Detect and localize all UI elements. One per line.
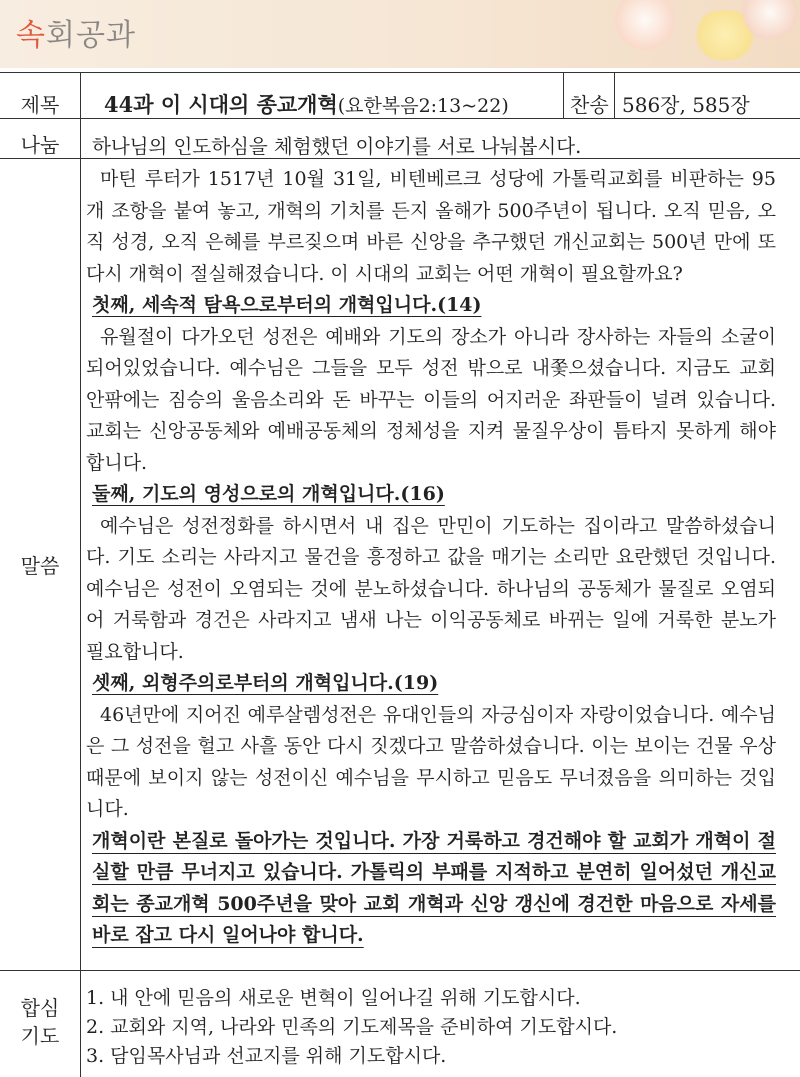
point1-heading: 첫째, 세속적 탐욕으로부터의 개혁입니다.(14) — [92, 294, 482, 316]
hymn-numbers: 586장, 585장 — [622, 93, 750, 117]
table-column-divider — [80, 72, 81, 1077]
hymn-label: 찬송 — [570, 93, 609, 117]
table-column-divider — [614, 72, 615, 118]
flower-decoration — [615, 0, 675, 50]
point2-body: 예수님은 성전정화를 하시면서 내 집은 만민이 기도하는 집이라고 말씀하셨습니다. 기도 소리는 사라지고 물건을 흥정하고 값을 매기는 소리만 요란했던 것입니다. 예수님은 성전이 오염되는 것에 분노하셨습니다. 하나님의 공동체가 물질로 오염되어 거룩함과 경건은 사라지고 냄새 나는 이익공동체로 바뀌는 일에 거룩한 분노가 필요합니다. — [86, 514, 776, 663]
header-banner — [0, 0, 800, 68]
brand-title — [16, 10, 136, 54]
table-row-divider — [0, 970, 800, 971]
share-label: 나눔 — [20, 133, 60, 157]
table-row-divider — [0, 72, 800, 73]
brand-rest: 회공과 — [45, 18, 136, 53]
point3-body: 46년만에 지어진 예루살렘성전은 유대인들의 자긍심이자 자랑이었습니다. 예수님은 그 성전을 헐고 사흘 동안 다시 짓겠다고 말씀하셨습니다. 이는 보이는 건물 우상 때문에 보이지 않는 성전이신 예수님을 무시하고 믿음도 무너졌음을 의미하는 것입니다. — [86, 703, 776, 820]
prayer-label-line: 기도 — [20, 1024, 60, 1048]
sermon-body — [86, 164, 776, 952]
point3-heading: 셋째, 외형주의로부터의 개혁입니다.(19) — [92, 672, 439, 694]
prayer-label — [0, 994, 80, 1050]
point1-body: 유월절이 다가오던 성전은 예배와 기도의 장소가 아니라 장사하는 자들의 소굴이 되어있었습니다. 예수님은 그들을 모두 성전 밖으로 내쫓으셨습니다. 지금도 교회 안팎에는 짐승의 울음소리와 돈 바꾸는 이들의 어지러운 좌판들이 널려 있습니다. 교회는 신앙공동체와 예배공동체의 정체성을 지켜 물질우상이 틈타지 못하게 해야 합니다. — [86, 325, 776, 474]
lesson-title-text: 44과 이 시대의 종교개혁 — [104, 92, 338, 117]
prayer-label-line: 합심 — [20, 996, 60, 1020]
scripture-reference: (요한복음2:13~22) — [337, 95, 509, 117]
share-text: 하나님의 인도하심을 체험했던 이야기를 서로 나눠봅시다. — [92, 135, 582, 158]
lesson-table — [0, 72, 800, 1077]
title-label: 제목 — [20, 93, 60, 117]
sermon-intro: 마틴 루터가 1517년 10월 31일, 비텐베르크 성당에 가톨릭교회를 비판하는 95개 조항을 붙여 놓고, 개혁의 기치를 든지 올해가 500주년이 됩니다. 오직 믿음, 오직 성경, 오직 은혜를 부르짖으며 바른 신앙을 추구했던 개신교회는 500년 만에 또 다시 개혁이 절실해졌습니다. 이 시대의 교회는 어떤 개혁이 필요할까요? — [86, 168, 776, 285]
prayer-item: 2. 교회와 지역, 나라와 민족의 기도제목을 준비하여 기도합시다. — [86, 1016, 618, 1038]
prayer-item: 1. 내 안에 믿음의 새로운 변혁이 일어나길 위해 기도합시다. — [86, 987, 581, 1009]
prayer-list — [86, 984, 617, 1071]
point2-heading: 둘째, 기도의 영성으로의 개혁입니다.(16) — [92, 483, 445, 505]
prayer-item: 3. 담임목사님과 선교지를 위해 기도합시다. — [86, 1045, 447, 1067]
sermon-conclusion: 개혁이란 본질로 돌아가는 것입니다. 가장 거룩하고 경건해야 할 교회가 개혁이 절실할 만큼 무너지고 있습니다. 가톨릭의 부패를 지적하고 분연히 일어섰던 개신교회는 종교개혁 500주년을 맞아 교회 개혁과 신앙 갱신에 경건한 마음으로 자세를 바로 잡고 다시 일어나야 합니다. — [92, 829, 776, 946]
brand-accent-char: 속 — [16, 18, 46, 53]
lesson-title — [104, 89, 509, 119]
sermon-label: 말씀 — [20, 554, 60, 578]
table-column-divider — [563, 72, 564, 118]
